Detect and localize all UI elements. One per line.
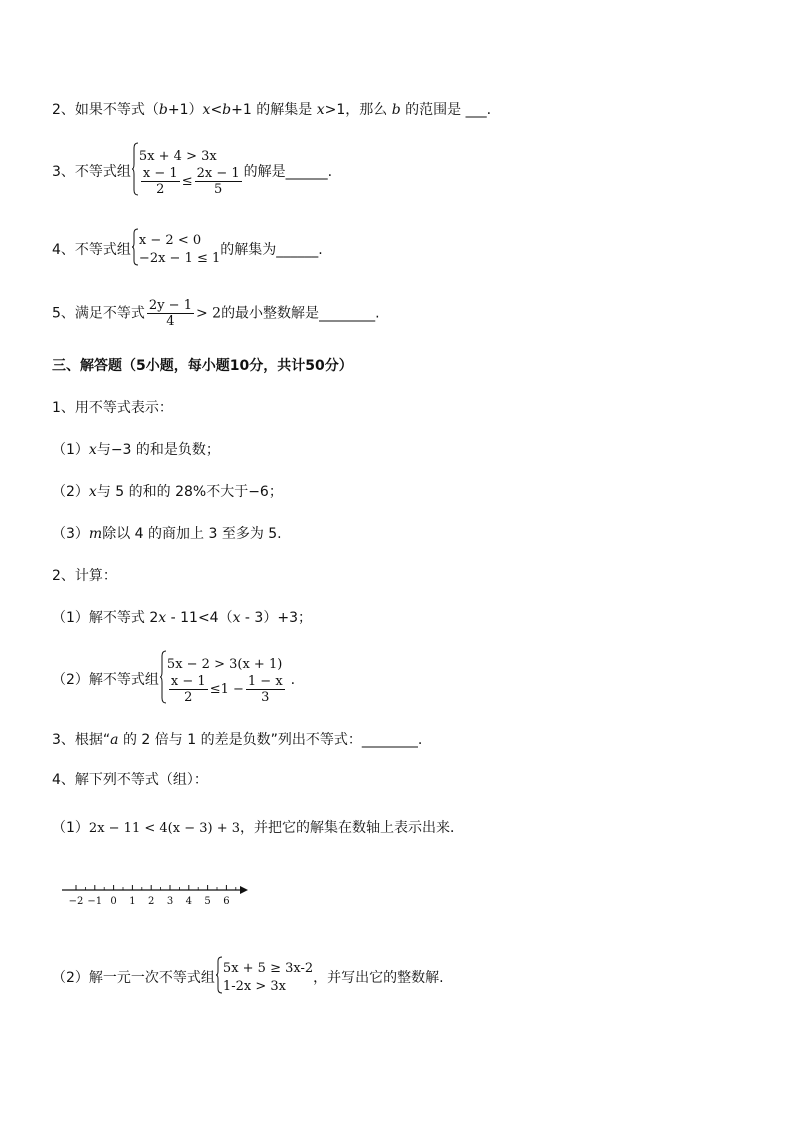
inequality-system: x − 2 < 0 −2x − 1 ≤ 1 (138, 233, 221, 266)
question-4: 4、不等式组 x − 2 < 0 −2x − 1 ≤ 1 的解集为______. (52, 228, 323, 272)
number-line (60, 880, 260, 910)
number-line-label: 0 (110, 896, 117, 907)
problem-1-part-2: （2）x与 5 的和的 28%不大于−6； (52, 484, 283, 500)
problem-3: 3、根据“a 的 2 倍与 1 的差是负数”列出不等式：________. (52, 732, 423, 748)
answer-blank: ___ (465, 102, 487, 118)
inequality-system: 5x + 5 ≥ 3x-2 1-2x > 3x (222, 961, 314, 994)
q2-number: 2、 (52, 102, 75, 118)
problem-4-part-2: （2）解一元一次不等式组 5x + 5 ≥ 3x-2 1-2x > 3x ，并写出它的整数解. (52, 956, 444, 1000)
left-brace-icon (131, 228, 139, 272)
question-5: 5、满足不等式 $\frac{2y - 1}{4}$ > 2的最小整数解是________. (52, 298, 380, 329)
number-line-label: −2 (68, 896, 84, 907)
answer-blank: ________ (319, 305, 376, 322)
problem-2-part-1: （1）解不等式 2x - 11<4（x - 3）+3； (52, 610, 312, 626)
question-2: 2、如果不等式（b+1）x<b+1 的解集是 x>1，那么 b 的范围是 ___. (52, 102, 492, 118)
number-line-label: 3 (166, 896, 174, 907)
fraction: $\frac{2x - 1}{5}$ (196, 165, 240, 197)
fraction: $\frac{1 - x}{3}$ (247, 673, 283, 705)
fraction: $\frac{x - 1}{2}$ (170, 673, 206, 705)
problem-1-part-1: （1）x与−3 的和是负数； (52, 442, 220, 458)
answer-blank: ______ (276, 242, 319, 258)
problem-4-title: 4、解下列不等式（组）： (52, 772, 208, 788)
number-line-label: 6 (223, 896, 230, 907)
question-3: 3、不等式组 5x + 4 > 3x $\frac{x - 1}{2}$ ≤ $\frac{2x - 1}{5}$ 的解是______. (52, 142, 332, 202)
problem-2-part-2: （2）解不等式组 5x − 2 > 3(x + 1) $\frac{x - 1}{2}$ ≤1 − $\frac{1 - x}{3}$ . (52, 650, 295, 710)
problem-1-part-3: （3）m除以 4 的商加上 3 至多为 5. (52, 526, 282, 542)
inequality-system: 5x + 4 > 3x $\frac{x - 1}{2}$ ≤ $\frac{2x - 1}{5}$ (138, 148, 240, 197)
number-line-label: −1 (87, 896, 103, 907)
answer-blank: ______ (285, 164, 328, 180)
fraction: $\frac{2y - 1}{4}$ (148, 298, 192, 329)
section-title: 三、解答题（5小题，每小题10分，共计50分） (52, 358, 353, 374)
left-brace-icon (131, 142, 139, 202)
number-line-label: 2 (148, 896, 155, 907)
left-brace-icon (159, 650, 167, 710)
number-line-label: 5 (204, 896, 211, 907)
number-line-label: 4 (185, 896, 192, 907)
number-line-label: 1 (129, 896, 136, 907)
problem-2-title: 2、计算： (52, 568, 117, 584)
left-brace-icon (215, 956, 223, 1000)
problem-1-title: 1、用不等式表示： (52, 400, 173, 416)
inequality-system: 5x − 2 > 3(x + 1) $\frac{x - 1}{2}$ ≤1 − $\frac{1 - x}{3}$ (166, 656, 283, 705)
arrow-right-icon (240, 886, 248, 894)
answer-blank: ________ (361, 732, 418, 748)
problem-4-part-1: （1）2x − 11 < 4(x − 3) + 3，并把它的解集在数轴上表示出来． (52, 820, 464, 836)
fraction: $\frac{x - 1}{2}$ (142, 165, 178, 197)
